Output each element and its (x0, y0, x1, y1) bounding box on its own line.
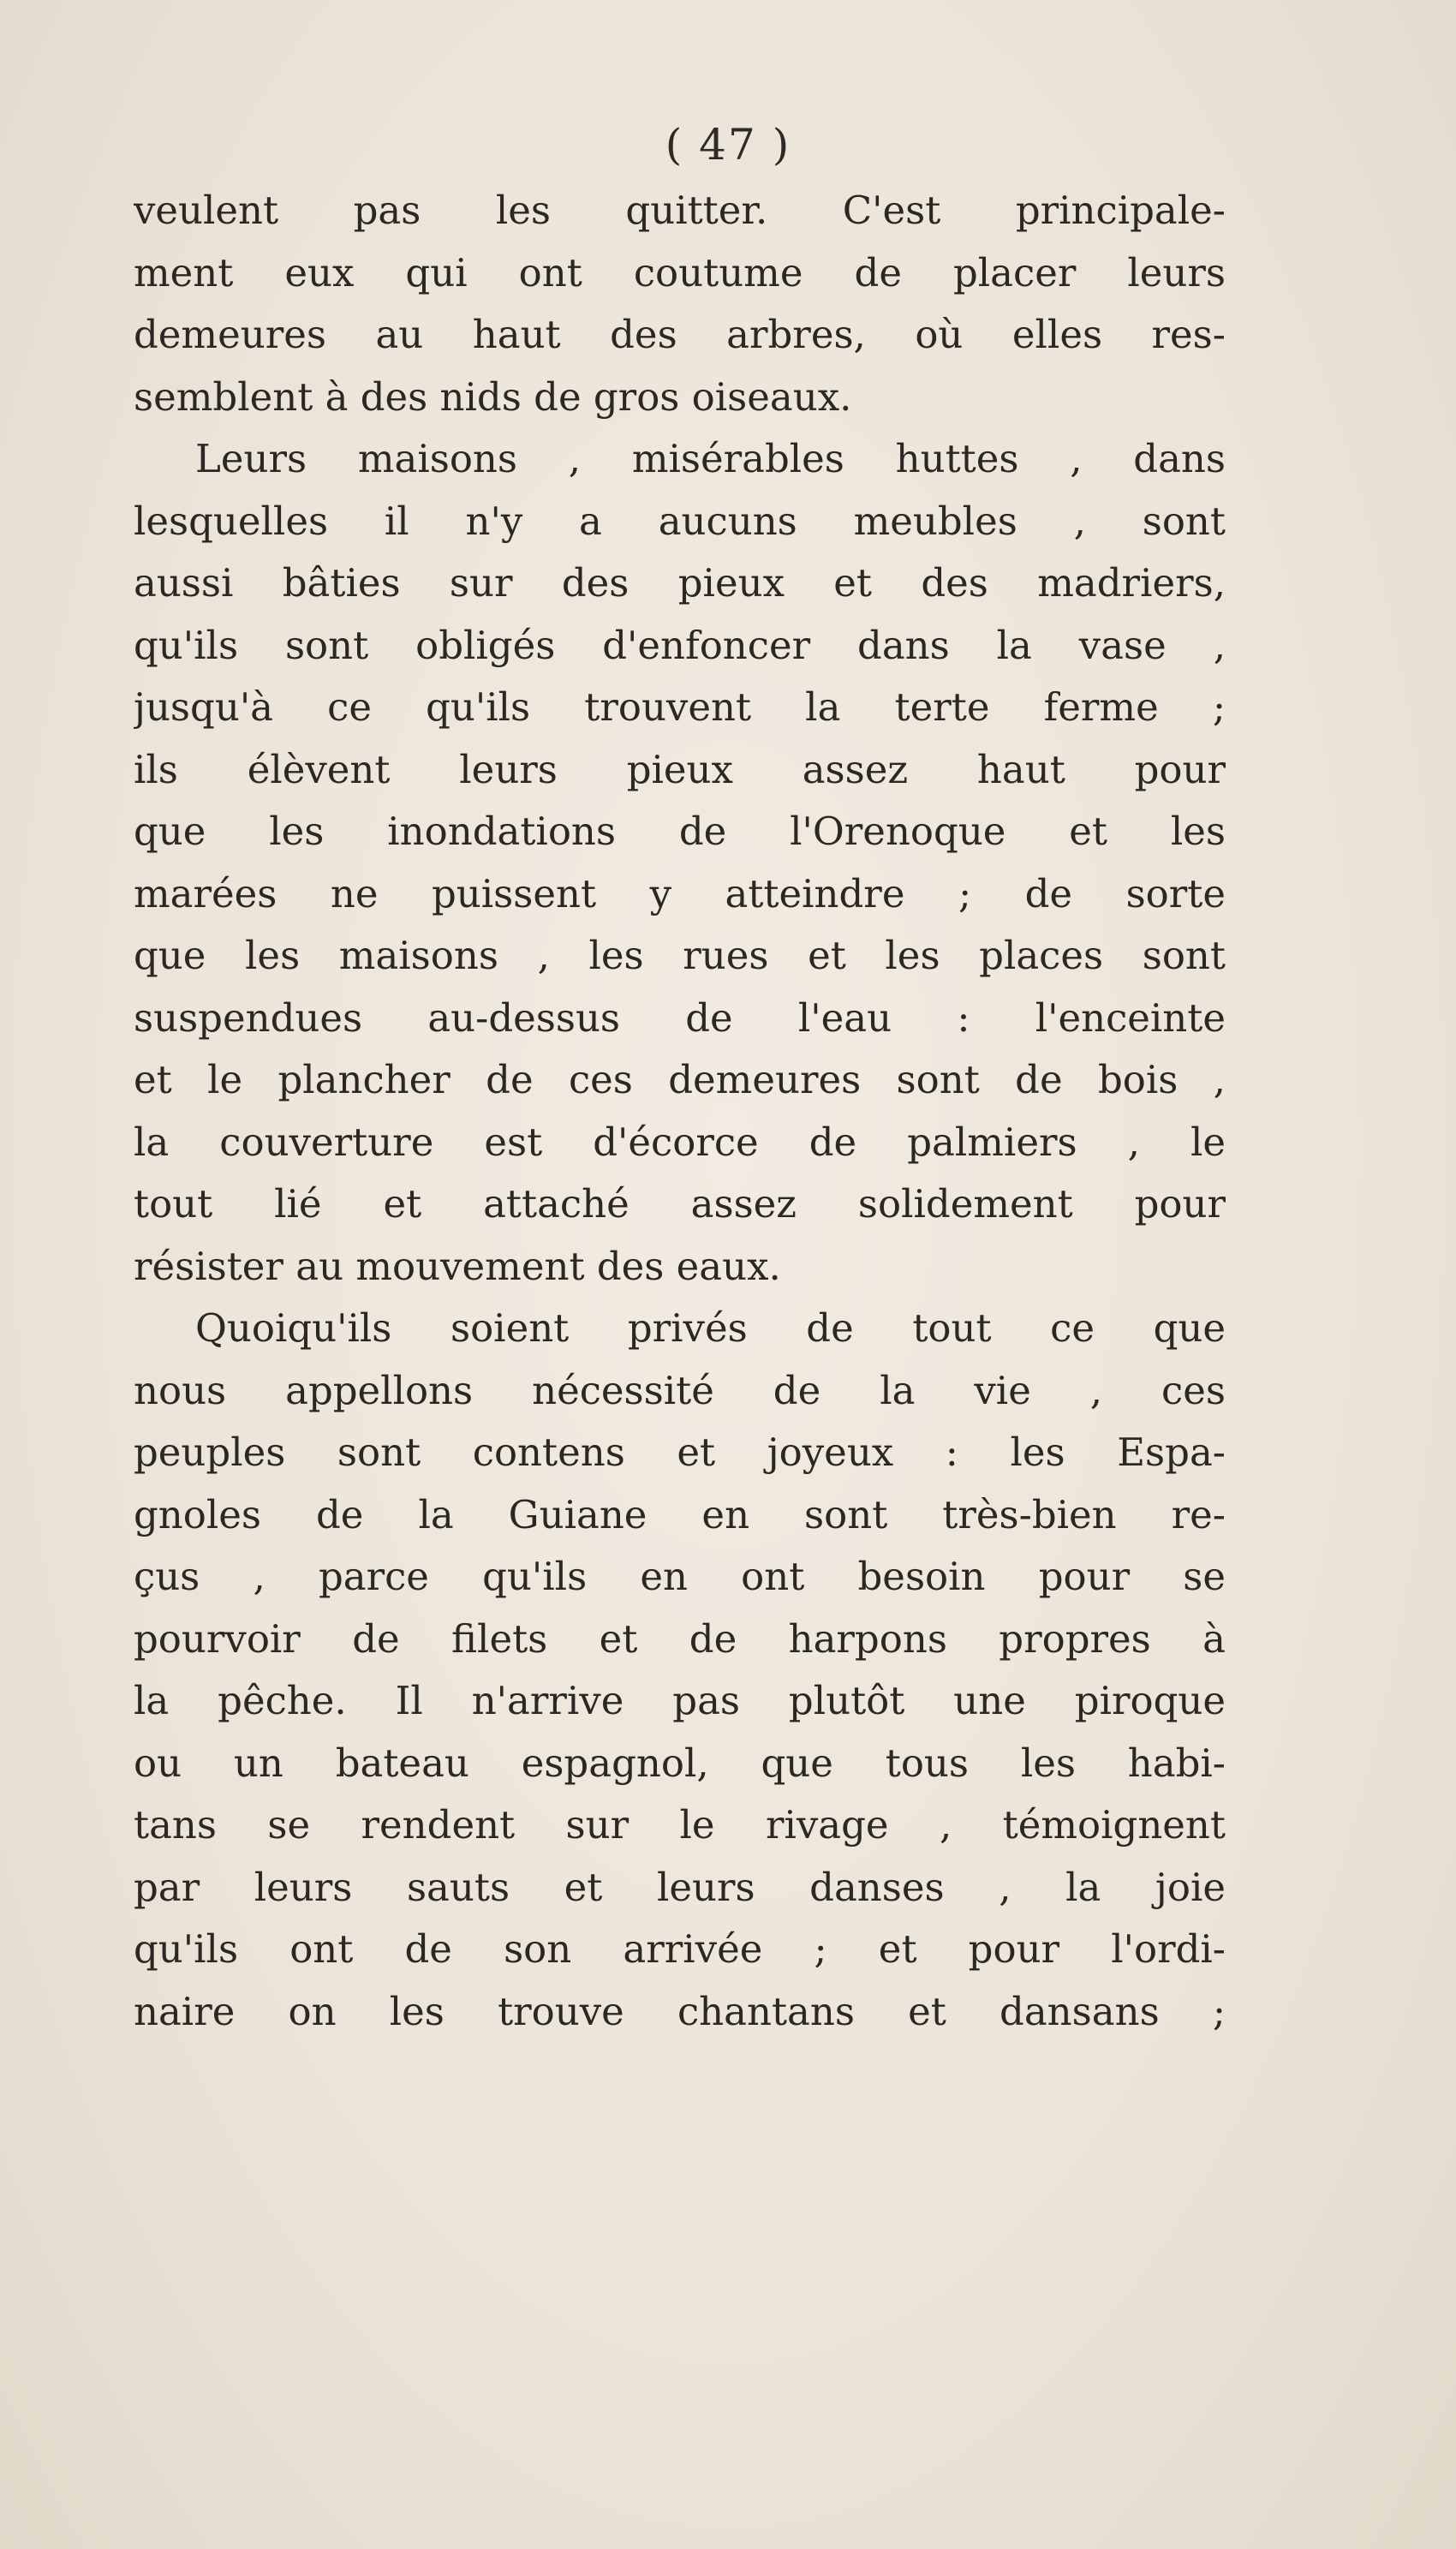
text-line: demeures au haut des arbres, où elles res- (134, 312, 1226, 357)
text-line: ment eux qui ont coutume de placer leurs (134, 249, 1226, 295)
text-line: semblent à des nids de gros oiseaux. (134, 373, 852, 420)
text-line: peuples sont contens et joyeux : les Espa- (134, 1430, 1226, 1475)
text-line: suspendues au-dessus de l'eau : l'enceinte (134, 994, 1226, 1041)
text-line: pourvoir de filets et de harpons propres à (134, 1615, 1226, 1662)
page-number-header: ( 47 ) (665, 120, 791, 170)
text-line: ou un bateau espagnol, que tous les habi- (134, 1740, 1226, 1786)
text-line: tout lié et attaché assez solidement pour (134, 1181, 1226, 1227)
body-text (134, 180, 1226, 2043)
text-line: nous appellons nécessité de la vie , ces (134, 1367, 1226, 1413)
text-line: par leurs sauts et leurs danses , la joie (134, 1864, 1226, 1910)
text-line: qu'ils sont obligés d'enfoncer dans la vase , (134, 622, 1226, 668)
text-line: tans se rendent sur le rivage , témoignent (134, 1802, 1226, 1848)
text-line: résister au mouvement des eaux. (134, 1243, 781, 1289)
text-line: çus , parce qu'ils en ont besoin pour se (134, 1554, 1226, 1599)
text-line: lesquelles il n'y a aucuns meubles , sont (134, 498, 1226, 544)
text-line: marées ne puissent y atteindre ; de sorte (134, 870, 1226, 916)
text-line: la pêche. Il n'arrive pas plutôt une piroque (134, 1678, 1226, 1723)
text-line: que les maisons , les rues et les places sont (134, 933, 1226, 978)
text-line: jusqu'à ce qu'ils trouvent la terte ferme ; (134, 684, 1226, 730)
paragraph-start-line: Quoiqu'ils soient privés de tout ce que (195, 1305, 1226, 1351)
text-line: ils élèvent leurs pieux assez haut pour (134, 746, 1226, 792)
text-line: naire on les trouve chantans et dansans ; (134, 1988, 1226, 2034)
text-line: que les inondations de l'Orenoque et les (134, 809, 1226, 854)
text-line: gnoles de la Guiane en sont très-bien re- (134, 1491, 1226, 1537)
text-line: qu'ils ont de son arrivée ; et pour l'ordi- (134, 1926, 1226, 1972)
text-line: la couverture est d'écorce de palmiers , le (134, 1119, 1226, 1165)
paragraph-start-line: Leurs maisons , misérables huttes , dans (195, 436, 1226, 481)
text-line: aussi bâties sur des pieux et des madriers, (134, 560, 1226, 606)
text-line: veulent pas les quitter. C'est principale- (134, 188, 1226, 233)
text-line: et le plancher de ces demeures sont de bois , (134, 1057, 1226, 1102)
